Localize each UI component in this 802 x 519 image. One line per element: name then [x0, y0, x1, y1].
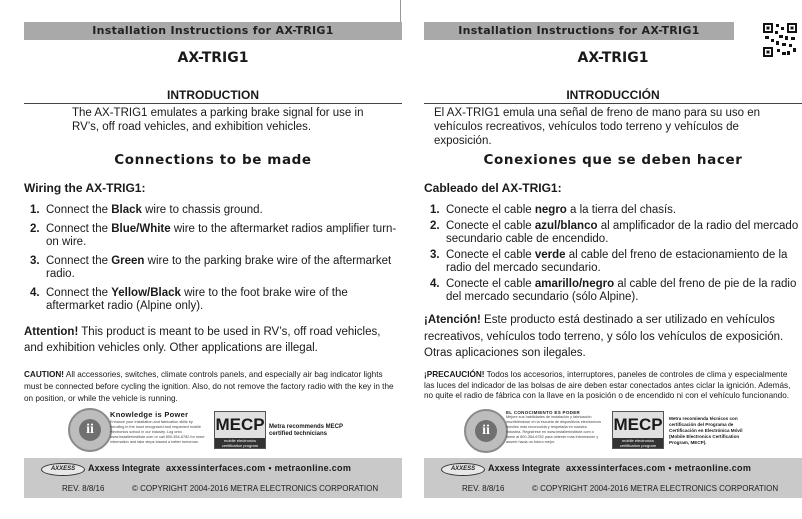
wiring-heading: Cableado del AX-TRIG1: [424, 181, 562, 195]
footer [24, 458, 402, 498]
caution-note: CAUTION! All accessories, switches, climate controls panels, and especially air bag indicator lights must be connected before cycling the ignition. Also, do not remove the factory radio with the key in the on position, or while the vehicle is running. [24, 370, 394, 403]
wiring-step: 3. Conecte el cable verde al cable del freno de estacionamiento de la radio del mercado secundario. [430, 249, 788, 274]
wiring-step: 2. Connect the Blue/White wire to the aftermarket radios amplifier turn-on wire. [30, 223, 397, 248]
english-column [24, 0, 402, 519]
wiring-step: 1. Conecte el cable negro a la tierra del chasís. [430, 204, 677, 216]
caution-note: ¡PRECAUCIÓN! Todos los accesorios, interruptores, paneles de controles de clima y especialmente las luces del indicador de las bolsas de aire deben estar conectados antes ciclar la ignición. Además, no quite el radio de fábrica con la llave en la posición o de encendido ni con el vehículo funcionando. [424, 370, 791, 400]
intro-heading: INTRODUCTION [167, 88, 259, 102]
knowledge-title: Knowledge is Power [110, 410, 189, 419]
wiring-step: 3. Connect the Green wire to the parking brake wire of the aftermarket radio. [30, 255, 392, 280]
revision: REV. 8/8/16 [62, 484, 105, 493]
attention-note: ¡Atención! Este producto está destinado a ser utilizado en vehículos recreativos, vehículos todo terreno, y sólo los vehículos de exposición. Otras aplicaciones son ilegales. [424, 314, 784, 359]
model-title: AX-TRIG1 [577, 50, 649, 66]
mecp-logo-icon: MECP mobile electronics certification program [612, 411, 664, 449]
wiring-steps [30, 204, 400, 319]
axxess-logo-icon: AXXESS [441, 463, 485, 476]
connections-heading: Connections to be made [114, 152, 312, 168]
brand-name: Axxess Integrate [488, 463, 561, 473]
attention-note: Attention! This product is meant to be used in RV’s, off road vehicles, and exhibition vehicles only. Other applications are illegal. [24, 326, 381, 354]
model-title: AX-TRIG1 [177, 50, 249, 66]
wiring-heading: Wiring the AX-TRIG1: [24, 181, 146, 195]
wiring-step: 1. Connect the Black wire to chassis ground. [30, 204, 263, 216]
intro-rule [424, 103, 802, 104]
website-links[interactable]: axxessinterfaces.com • metraonline.com [566, 463, 752, 473]
brand-name: Axxess Integrate [88, 463, 161, 473]
revision: REV. 8/8/16 [462, 484, 505, 493]
axxess-logo-icon: AXXESS [41, 463, 85, 476]
copyright: © COPYRIGHT 2004-2016 METRA ELECTRONICS CORPORATION [532, 484, 779, 493]
knowledge-text: Enhance your installation and fabrication skills by enrolling in the most recognized and respected mobile electronics school in our industry. Log onto www.installerinstitute.com or call 800-354-6782 for more information and take steps toward a better tomorrow. [110, 420, 205, 444]
mecp-recommendation: Metra recomienda técnicos con certificación del Programa de Certificación en Electrónica Móvil (Mobile Electronics Certification Program, MECP). [669, 416, 743, 445]
wiring-steps [430, 204, 800, 307]
wiring-step: 4. Connect the Yellow/Black wire to the foot brake wire of the aftermarket radio (Alpine only). [30, 287, 348, 312]
intro-rule [24, 103, 402, 104]
wiring-step: 2. Conecte el cable azul/blanco al amplificador de la radio del mercado secundario cable de encendido. [430, 220, 799, 245]
website-links[interactable]: axxessinterfaces.com • metraonline.com [166, 463, 352, 473]
banner: Installation Instructions for AX-TRIG1 [24, 22, 402, 40]
intro-text: The AX-TRIG1 emulates a parking brake signal for use in RV’s, off road vehicles, and exhibition vehicles. [72, 107, 364, 133]
knowledge-text: Mejore sus habilidades de instalación y fabricación inscribiéndose en la escuela de dispositivos electrónicos móviles más reconocida y respetada en nuestra industria. Regístrese en www.installerinstitute.com o llame al 800-354-6782 para obtener más información y asumir hacia un futuro mejor. [506, 415, 601, 444]
footer [424, 458, 802, 498]
knowledge-title: EL CONOCIMIENTO ES PODER [506, 410, 581, 415]
intro-text: El AX-TRIG1 emula una señal de freno de mano para su uso en vehículos recreativos, vehículos todo terreno y vehículos de exposición. [434, 107, 761, 147]
connections-heading: Conexiones que se deben hacer [483, 152, 743, 168]
installer-institute-badge-icon: ii [68, 408, 112, 452]
banner: Installation Instructions for AX-TRIG1 [424, 22, 734, 40]
intro-heading: INTRODUCCIÓN [566, 88, 660, 102]
installer-institute-badge-icon: ii [464, 409, 508, 453]
mecp-logo-icon: MECP mobile electronics certification program [214, 411, 266, 449]
mecp-recommendation: Metra recommends MECP certified technicians [269, 424, 344, 437]
copyright: © COPYRIGHT 2004-2016 METRA ELECTRONICS CORPORATION [132, 484, 379, 493]
spanish-column [424, 0, 802, 519]
wiring-step: 4. Conecte el cable amarillo/negro al cable del freno de pie de la radio del mercado secundario (sólo Alpine). [430, 278, 797, 303]
